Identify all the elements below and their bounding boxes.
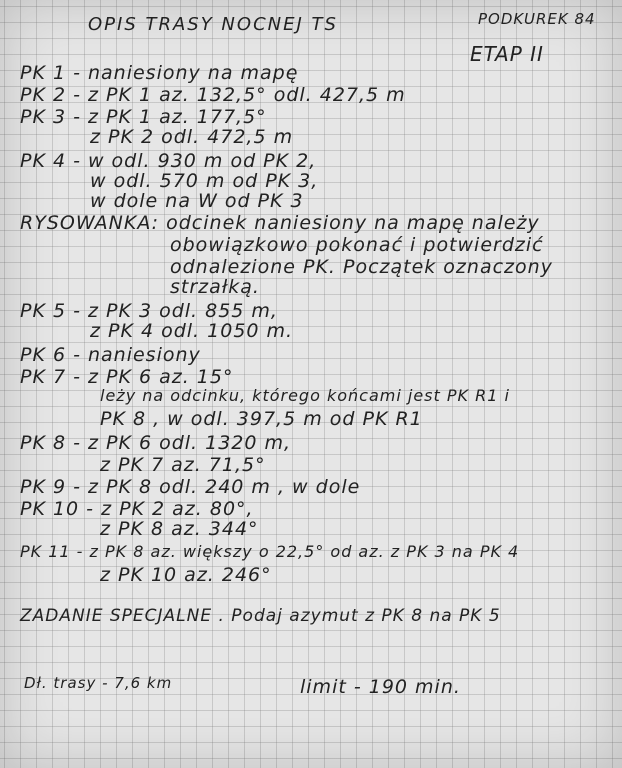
route-line: z PK 4 odl. 1050 m. xyxy=(90,320,294,342)
route-line: PK 6 - naniesiony xyxy=(20,344,201,366)
route-line: strzałką. xyxy=(170,276,260,298)
route-line: RYSOWANKA: odcinek naniesiony na mapę należy xyxy=(20,212,540,234)
route-line: PK 1 - naniesiony na mapę xyxy=(20,62,299,84)
stage-label: ETAP II xyxy=(470,42,544,66)
route-line: z PK 8 az. 344° xyxy=(100,518,259,540)
route-line: odnalezione PK. Początek oznaczony xyxy=(170,256,553,278)
route-line: PK 2 - z PK 1 az. 132,5° odl. 427,5 m xyxy=(20,84,406,106)
route-line: w dole na W od PK 3 xyxy=(90,190,304,212)
route-line: z PK 10 az. 246° xyxy=(100,564,272,586)
route-line: PK 10 - z PK 2 az. 80°, xyxy=(20,498,254,520)
page-title: OPIS TRASY NOCNEJ TS xyxy=(88,14,338,35)
route-line: z PK 7 az. 71,5° xyxy=(100,454,266,476)
time-limit: limit - 190 min. xyxy=(300,676,461,698)
corner-note: PODKUREK 84 xyxy=(478,10,596,28)
special-task: ZADANIE SPECJALNE . Podaj azymut z PK 8 na PK 5 xyxy=(20,606,501,626)
route-line: obowiązkowo pokonać i potwierdzić xyxy=(170,234,544,256)
route-line: PK 3 - z PK 1 az. 177,5° xyxy=(20,106,267,128)
route-line: leży na odcinku, którego końcami jest PK R1 i xyxy=(100,386,510,405)
route-length: Dł. trasy - 7,6 km xyxy=(24,674,173,692)
route-line: PK 11 - z PK 8 az. większy o 22,5° od az. z PK 3 na PK 4 xyxy=(20,542,520,561)
route-line: PK 5 - z PK 3 odl. 855 m, xyxy=(20,300,278,322)
route-line: w odl. 570 m od PK 3, xyxy=(90,170,319,192)
route-line: PK 4 - w odl. 930 m od PK 2, xyxy=(20,150,317,172)
route-line: PK 8 , w odl. 397,5 m od PK R1 xyxy=(100,408,423,430)
route-line: PK 8 - z PK 6 odl. 1320 m, xyxy=(20,432,292,454)
route-line: PK 7 - z PK 6 az. 15° xyxy=(20,366,234,388)
route-line: PK 9 - z PK 8 odl. 240 m , w dole xyxy=(20,476,361,498)
route-line: z PK 2 odl. 472,5 m xyxy=(90,126,294,148)
